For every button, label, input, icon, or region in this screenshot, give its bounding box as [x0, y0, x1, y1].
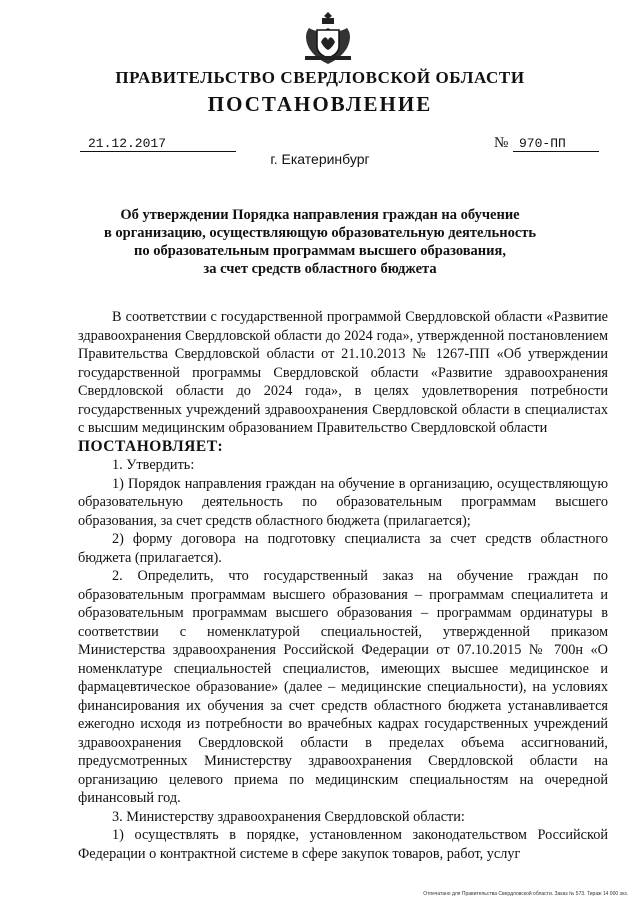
print-footer: Отпечатано для Правительства Свердловской области. Заказ № 573. Тираж 14 000 экз. [423, 891, 628, 897]
document-number: 970-ПП [513, 137, 599, 152]
city: г. Екатеринбург [270, 151, 370, 167]
government-name: ПРАВИТЕЛЬСТВО СВЕРДЛОВСКОЙ ОБЛАСТИ [115, 68, 525, 87]
clause-1: 1. Утвердить: [112, 457, 195, 473]
document-title [60, 206, 580, 278]
title-line: в организацию, осуществляющую образовательную деятельность [103, 225, 537, 241]
clause-3: 3. Министерству здравоохранения Свердловской области: [112, 808, 465, 825]
clause-1-2: 2) форму договора на подготовку специалиста за счет средств областного бюджета (прилагается). [78, 531, 608, 566]
preamble-paragraph: В соответствии с государственной программой Свердловской области «Развитие здравоохранения Свердловской области до 2024 года», утвержденной постановлением Правительства Свердловской области от 21.10.2013 № 1267-ПП «Об утверждении государственной программы Свердловской области «Развитие здравоохранения Свердловской области до 2024 года», в целях удовлетворения потребности государственных учреждений здравоохранения Свердловской области в специалистах с высшим медицинским образованием Правительство Свердловской области [78, 309, 608, 436]
title-line: Об утверждении Порядка направления граждан на обучение [120, 207, 520, 223]
clause-2: 2. Определить, что государственный заказ на обучение граждан по образовательным программам высшего образования – программам специалитета и образовательным программам высшего образования – программам ординатуры в соответствии с номенклатурой специальностей, утвержденной приказом Министерства здравоохранения Российской Федерации от 07.10.2015 № 700н «О номенклатуре специальностей специалистов, имеющих высшее медицинское и фармацевтическое образование» (далее – медицинские специальности), на условиях финансирования их обучения за счет средств областного бюджета устанавливается ежегодно исходя из потребности во врачебных кадрах государственных учреждений здравоохранения Свердловской области в пределах объема ассигнований, предусмотренных Министерству здравоохранения Свердловской области на организацию целевого приема по медицинским специальностям на очередной финансовый год. [78, 568, 608, 806]
title-line: за счет средств областного бюджета [203, 261, 437, 277]
document-date: 21.12.2017 [80, 137, 236, 152]
document-body [78, 308, 608, 863]
resolves-heading: ПОСТАНОВЛЯЕТ: [78, 437, 224, 455]
document-type: ПОСТАНОВЛЕНИЕ [207, 92, 433, 116]
clause-1-1: 1) Порядок направления граждан на обучение в организацию, осуществляющую образовательную деятельность по образовательным программам высшего образования, за счет средств областного бюджета (прилагается); [78, 475, 608, 529]
clause-3-1: 1) осуществлять в порядке, установленном законодательством Российской Федерации о контрактной системе в сфере закупок товаров, работ, услуг [78, 827, 608, 862]
number-label: № [494, 135, 509, 151]
coat-of-arms-emblem [301, 8, 355, 66]
title-line: по образовательным программам высшего образования, [134, 243, 506, 259]
